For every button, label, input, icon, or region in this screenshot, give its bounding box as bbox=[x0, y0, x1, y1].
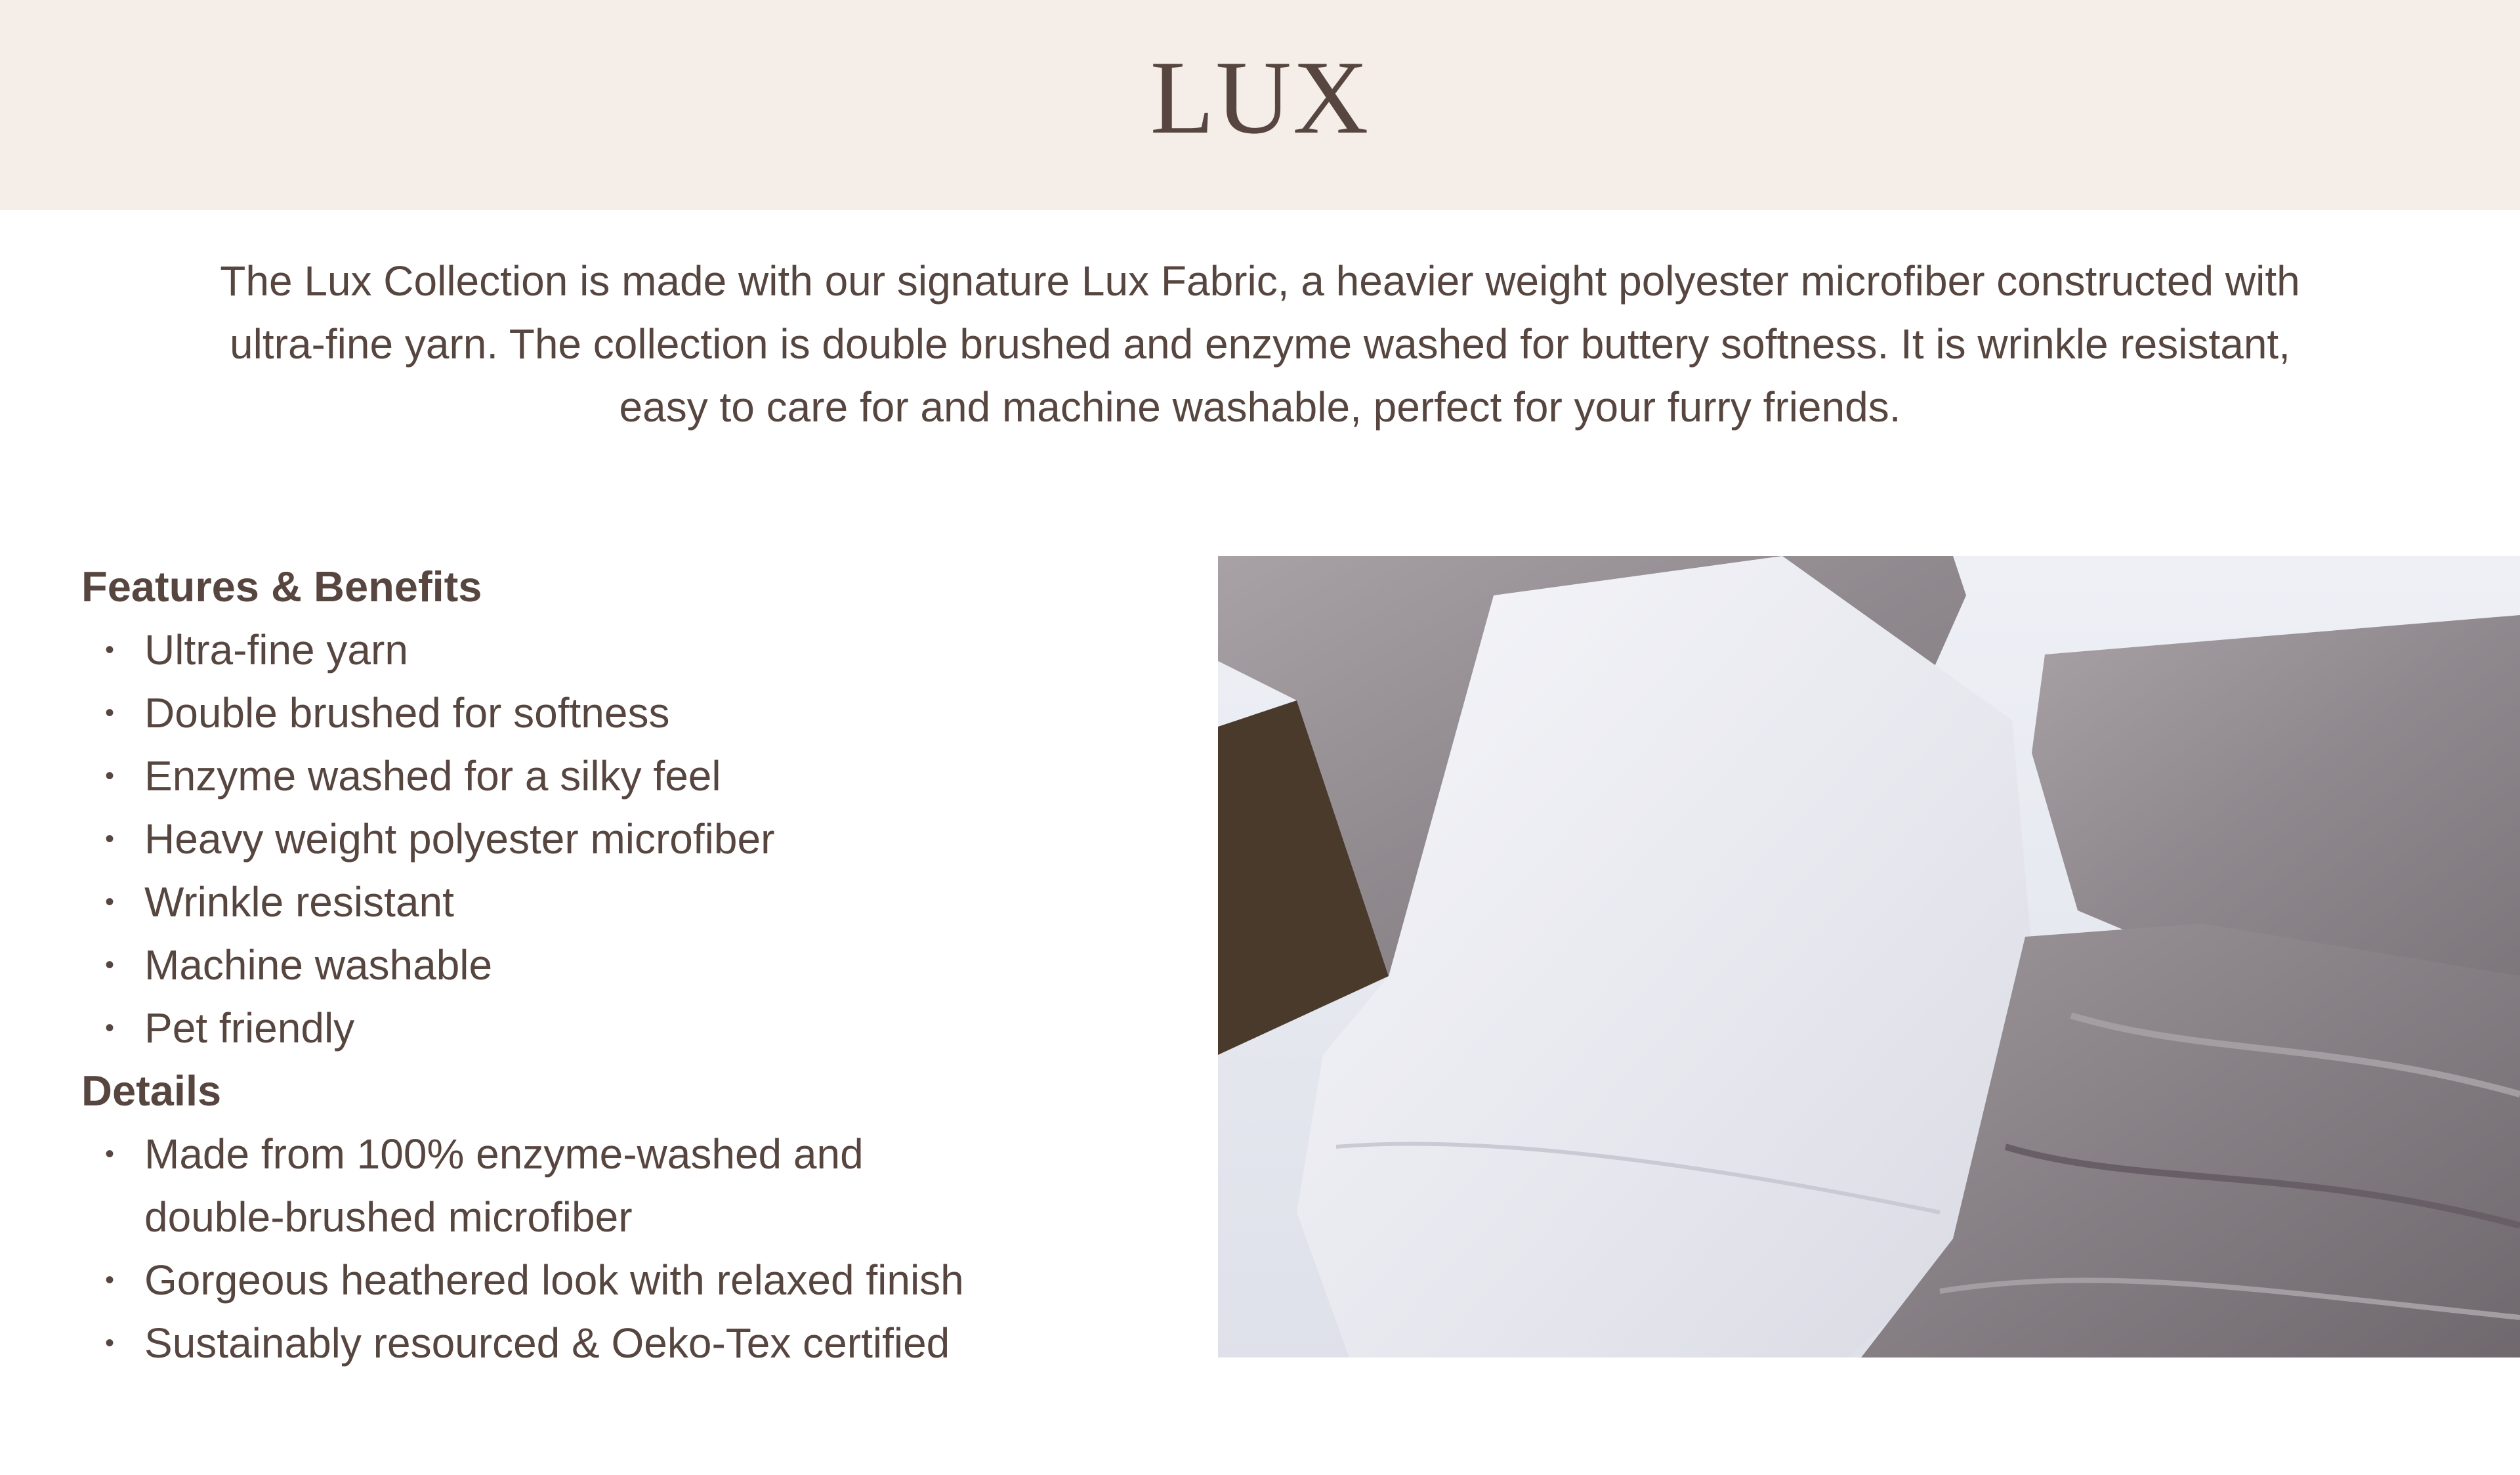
list-item-text: Made from 100% enzyme-washed and bbox=[144, 1130, 864, 1178]
features-column bbox=[81, 555, 1184, 1375]
bullet-icon: • bbox=[105, 1014, 115, 1042]
intro-line: ultra-fine yarn. The collection is double brushed and enzyme washed for buttery softness. It is wrinkle resistant, bbox=[230, 320, 2290, 368]
list-item bbox=[81, 933, 1184, 996]
bullet-icon: • bbox=[105, 824, 115, 853]
list-item bbox=[81, 870, 1184, 933]
list-item-text: Sustainably resourced & Oeko-Tex certified bbox=[144, 1319, 950, 1367]
bedding-photo-illustration bbox=[1218, 556, 2520, 1357]
brand-title: LUX bbox=[1150, 39, 1370, 156]
features-list bbox=[81, 618, 1184, 1059]
list-item-text: Enzyme washed for a silky feel bbox=[144, 752, 721, 800]
list-item-text: Pet friendly bbox=[144, 1004, 355, 1052]
list-item bbox=[81, 1249, 1184, 1312]
intro-line: easy to care for and machine washable, perfect for your furry friends. bbox=[619, 383, 1901, 431]
bullet-icon: • bbox=[105, 1140, 115, 1168]
details-heading: Details bbox=[81, 1067, 222, 1115]
list-item bbox=[81, 1122, 1184, 1249]
intro-line: The Lux Collection is made with our signature Lux Fabric, a heavier weight polyester microfiber constructed with bbox=[220, 257, 2300, 305]
list-item bbox=[81, 807, 1184, 870]
features-heading: Features & Benefits bbox=[81, 563, 482, 610]
list-item bbox=[81, 681, 1184, 744]
bullet-icon: • bbox=[105, 1266, 115, 1294]
bullet-icon: • bbox=[105, 698, 115, 727]
bullet-icon: • bbox=[105, 951, 115, 979]
list-item-text: double-brushed microfiber bbox=[144, 1193, 633, 1241]
list-item-text: Gorgeous heathered look with relaxed finish bbox=[144, 1256, 964, 1304]
list-item bbox=[81, 618, 1184, 681]
bedding-photo bbox=[1218, 556, 2520, 1357]
list-item bbox=[81, 744, 1184, 807]
bullet-icon: • bbox=[105, 1329, 115, 1357]
details-list bbox=[81, 1122, 1184, 1375]
list-item-text: Heavy weight polyester microfiber bbox=[144, 815, 775, 863]
bullet-icon: • bbox=[105, 887, 115, 916]
bullet-icon: • bbox=[105, 635, 115, 664]
list-item-text: Machine washable bbox=[144, 941, 493, 989]
list-item bbox=[81, 1312, 1184, 1375]
list-item-text: Wrinkle resistant bbox=[144, 878, 454, 926]
list-item-text: Ultra-fine yarn bbox=[144, 626, 408, 673]
bullet-icon: • bbox=[105, 761, 115, 790]
intro-paragraph bbox=[39, 249, 2481, 438]
list-item bbox=[81, 996, 1184, 1059]
grey-pillow-right bbox=[2032, 615, 2520, 976]
list-item-text: Double brushed for softness bbox=[144, 689, 670, 737]
